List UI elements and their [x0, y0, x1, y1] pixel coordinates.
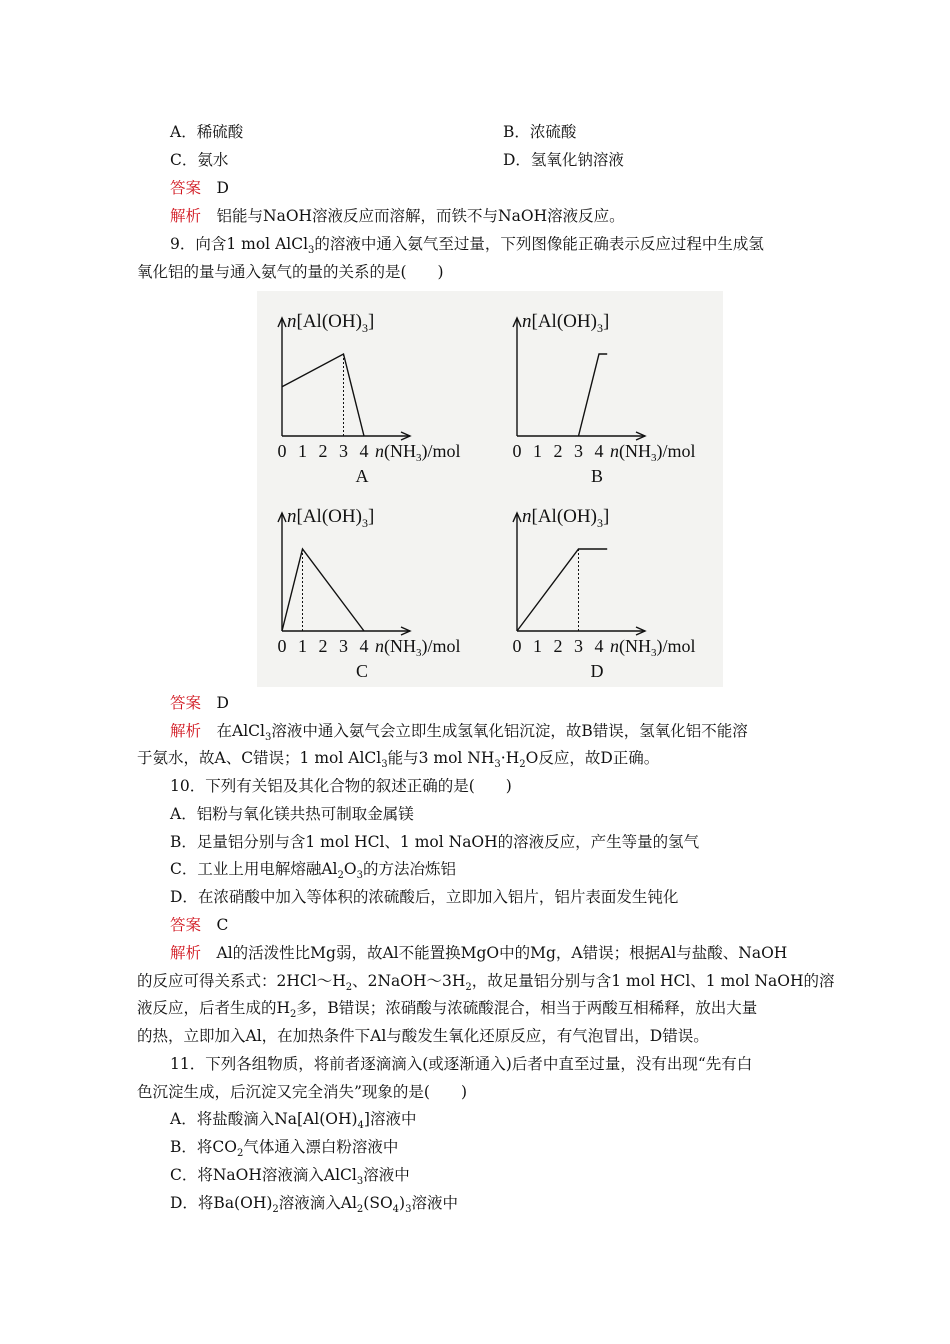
panel-label: A — [355, 466, 369, 486]
x-tick-label: 1 — [533, 441, 542, 461]
x-tick-label: 2 — [553, 441, 563, 461]
graph-panels — [257, 291, 723, 687]
y-axis-label: $n[Al(OH)_3]$ — [522, 311, 610, 335]
answer-value: D — [216, 179, 229, 197]
answer-value: D — [216, 694, 229, 712]
q8-option-b: B．浓硫酸 — [503, 123, 577, 141]
analysis-label: 解析 — [170, 722, 202, 740]
q10-analysis-line3: 液反应，后者生成的$H_2$多，B错误；浓硝酸与浓硫酸混合，相当于两酸互相稀释，放出大量 — [137, 999, 758, 1021]
x-tick-label: 4 — [594, 441, 604, 461]
answer-label: 答案 — [170, 694, 202, 712]
x-tick-label: 3 — [574, 636, 583, 656]
x-tick-label: 0 — [277, 441, 287, 461]
x-tick-label: 0 — [277, 636, 287, 656]
answer-value: C — [216, 916, 229, 934]
y-axis-label: $n[Al(OH)_3]$ — [287, 311, 375, 335]
x-tick-label: 2 — [318, 441, 328, 461]
x-tick-label: 2 — [318, 636, 328, 656]
q8-answer — [170, 177, 229, 199]
q10-analysis-line1: 解析 Al的活泼性比Mg弱，故Al不能置换MgO中的Mg，A错误；根据Al与盐酸、NaOH — [170, 944, 788, 962]
q10-option-d: D．在浓硝酸中加入等体积的浓硫酸后，立即加入铝片，铝片表面发生钝化 — [170, 888, 679, 906]
q9-stem-line2: 氧化铝的量与通入氨气的量的关系的是( ) — [137, 263, 444, 281]
q8-option-a: A．稀硫酸 — [170, 123, 244, 141]
q10-option-c: C．工业上用电解熔融$Al_2O_3$的方法冶炼铝 — [170, 860, 456, 882]
y-axis-label: $n[Al(OH)_3]$ — [522, 506, 610, 530]
x-tick-label: 4 — [594, 636, 604, 656]
x-tick-label: 0 — [512, 636, 522, 656]
q9-stem-line1: 9．向含1 mol AlCl$_3$的溶液中通入氨气至过量，下列图像能正确表示反应过程中生成氢 — [170, 235, 764, 257]
q8-analysis — [170, 205, 625, 227]
series-line — [579, 354, 608, 436]
q10-stem: 10．下列有关铝及其化合物的叙述正确的是( ) — [170, 777, 512, 795]
x-axis-label: $n(NH_3)$/mol — [610, 441, 696, 464]
x-tick-label: 1 — [298, 636, 307, 656]
x-tick-label: 1 — [533, 636, 542, 656]
answer-label: 答案 — [170, 179, 202, 197]
q10-option-b: B．足量铝分别与含1 mol HCl、1 mol NaOH的溶液反应，产生等量的氢气 — [170, 833, 700, 851]
panel-label: D — [590, 661, 604, 681]
x-tick-label: 0 — [512, 441, 522, 461]
x-tick-label: 3 — [339, 636, 348, 656]
x-tick-label: 4 — [359, 441, 369, 461]
panel-label: C — [355, 661, 369, 681]
series-line — [517, 549, 607, 631]
y-axis-label: $n[Al(OH)_3]$ — [287, 506, 375, 530]
series-line — [282, 354, 364, 436]
q8-option-d: D．氢氧化钠溶液 — [503, 151, 624, 169]
q9-graphs-figure — [257, 291, 723, 687]
x-tick-label: 3 — [574, 441, 583, 461]
q10-analysis-line4: 的热，立即加入Al，在加热条件下Al与酸发生氧化还原反应，有气泡冒出，D错误。 — [137, 1027, 709, 1045]
analysis-label: 解析 — [170, 207, 202, 225]
analysis-label: 解析 — [170, 944, 202, 962]
x-tick-label: 4 — [359, 636, 369, 656]
q11-stem-line1: 11．下列各组物质，将前者逐滴滴入(或逐渐通入)后者中直至过量，没有出现“先有白 — [170, 1055, 753, 1073]
q9-answer — [170, 692, 229, 714]
x-tick-label: 3 — [339, 441, 348, 461]
q11-option-d: D．将$Ba(OH)_2$溶液滴入$Al_2(SO_4)_3$溶液中 — [170, 1194, 458, 1216]
q11-option-a: A．将盐酸滴入$Na[Al(OH)_4]$溶液中 — [170, 1110, 417, 1132]
q11-option-b: B．将$CO_2$气体通入漂白粉溶液中 — [170, 1138, 399, 1160]
x-tick-label: 1 — [298, 441, 307, 461]
series-line — [282, 549, 364, 631]
q9-analysis-line2: 于氨水，故A、C错误；1 mol AlCl$_3$能与3 mol $NH_3\cdot H_2O$反应，故D正确。 — [137, 749, 660, 771]
q10-option-a: A．铝粉与氧化镁共热可制取金属镁 — [170, 805, 414, 823]
x-tick-label: 2 — [553, 636, 563, 656]
q11-stem-line2: 色沉淀生成，后沉淀又完全消失”现象的是( ) — [137, 1083, 468, 1101]
x-axis-label: $n(NH_3)$/mol — [610, 636, 696, 659]
analysis-text: 铝能与NaOH溶液反应而溶解，而铁不与NaOH溶液反应。 — [216, 207, 625, 225]
answer-label: 答案 — [170, 916, 202, 934]
q10-answer — [170, 914, 228, 936]
panel-label: B — [590, 466, 604, 486]
q9-analysis-line1: 解析 在AlCl$_3$溶液中通入氨气会立即生成氢氧化铝沉淀，故B错误，氢氧化铝不能溶 — [170, 722, 748, 744]
x-axis-label: $n(NH_3)$/mol — [375, 636, 461, 659]
q8-option-c: C．氨水 — [170, 151, 229, 169]
q11-option-c: C．将NaOH溶液滴入AlCl$_3$溶液中 — [170, 1166, 410, 1188]
q10-analysis-line2: 的反应可得关系式：$2HCl\sim H_2$、$2NaOH\sim 3H_2$，故足量铝分别与含1 mol HCl、1 mol NaOH的溶 — [137, 972, 835, 994]
x-axis-label: $n(NH_3)$/mol — [375, 441, 461, 464]
